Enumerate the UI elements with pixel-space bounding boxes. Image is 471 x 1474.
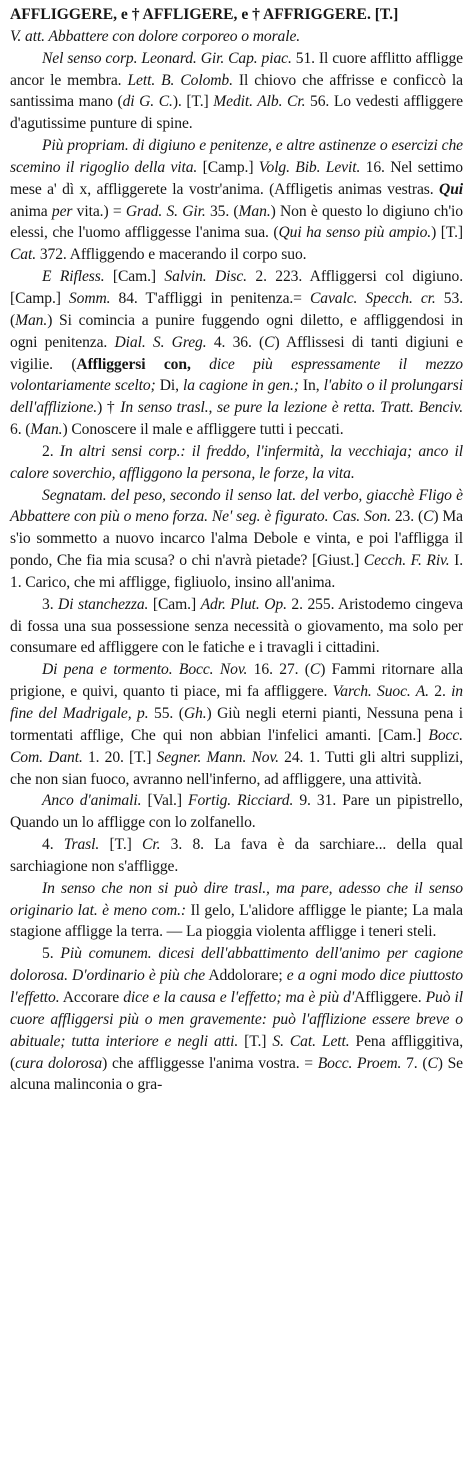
- text-segment: 51. Il cuore afflitto affligge ancor le membra.: [10, 49, 463, 89]
- text-segment: 23. (: [390, 508, 424, 526]
- text-segment: Salvin. Disc.: [164, 268, 247, 286]
- text-segment: C: [309, 661, 321, 679]
- text-segment: [T.]: [370, 6, 399, 23]
- sense-3-torment: [10, 659, 463, 790]
- text-segment: Affliggersi con,: [76, 355, 191, 373]
- text-segment: Il chiovo che affrisse e conficcò la santissima mano (: [10, 71, 463, 111]
- text-segment: Volg. Bib. Levit.: [258, 158, 361, 176]
- text-segment: Dial. S. Greg.: [114, 333, 207, 351]
- text-segment: Anco d'animali.: [42, 792, 142, 810]
- text-segment: Cr.: [142, 836, 161, 854]
- text-segment: Cavalc. Specch. cr.: [309, 289, 436, 307]
- sense-fasting: [10, 135, 463, 266]
- text-segment: Segnatam. del peso, secondo il senso lat. del verbo, giacchè Fligo è Abbattere con più o meno forza. Ne' seg. è figurato. Cas. Son.: [10, 486, 463, 526]
- text-segment: per: [51, 202, 73, 220]
- headword-line: [10, 4, 463, 26]
- text-segment: Gh.: [183, 705, 207, 722]
- text-segment: anima: [10, 202, 52, 220]
- text-segment: [Camp.]: [197, 158, 259, 176]
- text-segment: Adr. Plut. Op.: [200, 595, 287, 613]
- text-segment: 4.: [42, 836, 64, 854]
- text-segment: Cecch. F. Riv.: [363, 552, 450, 570]
- text-segment: 2.: [428, 683, 452, 701]
- sense-3-animals: [10, 790, 463, 834]
- text-segment: la cagione in gen.;: [183, 377, 299, 395]
- text-segment: Qui ha senso più ampio.: [278, 224, 432, 242]
- text-segment: ) Conoscere il male e affliggere tutti i peccati.: [62, 421, 344, 439]
- text-segment: 84. T'affliggi in penitenza.=: [110, 289, 310, 307]
- sense-5: [10, 943, 463, 1096]
- text-segment: Addolorare;: [205, 967, 287, 985]
- text-segment: [Cam.]: [148, 595, 201, 613]
- text-segment: Man.: [238, 202, 271, 220]
- text-segment: ) che affliggesse l'anima vostra. =: [102, 1054, 318, 1072]
- text-segment: C: [423, 508, 434, 526]
- text-segment: Trasl.: [63, 836, 100, 854]
- text-segment: l'abito o il prolungarsi dell'afflizione.: [10, 377, 463, 417]
- text-segment: Medit. Alb. Cr.: [213, 93, 306, 111]
- text-segment: [T.]: [238, 1032, 273, 1050]
- text-segment: 53. (: [10, 289, 463, 329]
- text-segment: cura dolorosa: [15, 1054, 103, 1072]
- text-segment: Bocc. Com. Dant.: [10, 726, 463, 766]
- sense-2-weight: [10, 485, 463, 594]
- text-segment: 372. Affliggendo e macerando il corpo suo.: [36, 246, 307, 264]
- text-segment: Può il cuore affliggersi più o men gravemente: può l'afflizione essere breve o abituale; tutta interiore e negli atti.: [10, 988, 463, 1050]
- definition-line: [10, 26, 463, 48]
- text-segment: Il gelo, L'alidore affligge le piante; La mala stagione affligge la terra. — La pioggia violenta affligge i teneri steli.: [10, 901, 463, 941]
- text-segment: ) [T.]: [431, 224, 463, 242]
- text-segment: 24. 1. Tutti gli altri supplizi, che non sian fuoco, avranno nell'inferno, ad affliggere, una attività.: [10, 748, 463, 788]
- text-segment: dice più espressamente il mezzo volontariamente scelto;: [10, 355, 463, 395]
- text-segment: 56. Lo vedesti affliggere d'agutissime punture di spine.: [10, 93, 463, 133]
- sense-3: [10, 594, 463, 660]
- text-segment: di G. C.: [122, 93, 173, 111]
- text-segment: 16. 27. (: [247, 661, 310, 679]
- sense-4-literal: [10, 878, 463, 944]
- text-segment: AFFLIGGERE, e † AFFLIGERE, e † AFFRIGGERE.: [10, 6, 371, 23]
- text-segment: C: [264, 333, 275, 351]
- text-segment: [Val.]: [141, 792, 189, 810]
- text-segment: Grad. S. Gir.: [125, 202, 206, 220]
- text-segment: Nel senso corp. Leonard. Gir. Cap. piac.: [42, 49, 292, 67]
- text-segment: Più comunem. dicesi dell'abbattimento dell'animo per cagione dolorosa. D'ordinario è più che: [10, 945, 463, 985]
- text-segment: 35. (: [205, 202, 239, 220]
- text-segment: in fine del Madrigale, p.: [10, 683, 463, 722]
- text-segment: 9. 31. Pare un pipistrello, Quando un lo affligge con lo zolfanello.: [10, 792, 463, 832]
- sense-corporeal: [10, 48, 463, 135]
- text-segment: Lett. B. Colomb.: [127, 71, 233, 89]
- text-segment: ) †: [97, 399, 121, 417]
- text-segment: 3. 8. La fava è da sarchiare... della qual sarchiagione non s'affligge.: [10, 836, 464, 875]
- text-segment: ) Fammi ritornare alla prigione, e quivi, quanto ti piace, mi fa affliggere.: [10, 661, 463, 701]
- text-segment: ). [T.]: [172, 93, 214, 111]
- text-segment: Di pena e tormento. Bocc. Nov.: [42, 661, 248, 679]
- text-segment: In senso trasl., se pure la lezione è retta. Tratt. Benciv.: [120, 399, 463, 417]
- text-segment: 3.: [42, 595, 59, 613]
- text-segment: ) Non è questo lo digiuno ch'io elessi, che l'uomo affliggesse l'anima sua. (: [10, 202, 463, 242]
- sense-2: [10, 441, 463, 485]
- text-segment: ) Afflissesi di tanti digiuni e vigilie. (: [10, 333, 463, 373]
- text-segment: Fortig. Ricciard.: [188, 792, 294, 810]
- text-segment: I. 1. Carico, che mi affligge, figliuolo, insino all'anima.: [10, 552, 463, 591]
- text-segment: e a ogni modo dice piuttosto l'effetto.: [10, 967, 464, 1006]
- text-segment: 6. (: [10, 421, 31, 439]
- text-segment: Affliggere.: [354, 988, 426, 1006]
- text-segment: ) Giù negli eterni pianti, Nessuna pena i tormentati afflige, Che qui non abbian l'infelici amanti. [Cam.]: [10, 705, 464, 744]
- text-segment: Man.: [15, 311, 48, 329]
- text-segment: 16. Nel settimo mese a' dì x, affliggerete la vostr'anima. (Affligetis animas vestras.: [10, 158, 463, 198]
- text-segment: Somm.: [68, 289, 111, 307]
- text-segment: Più propriam. di digiuno e penitenze, e altre astinenze o esercizi che scemino il rigoglio della vita.: [10, 137, 463, 176]
- text-segment: Qui: [439, 180, 463, 198]
- text-segment: Pena affliggitiva, (: [10, 1032, 463, 1072]
- text-segment: ) Si comincia a punire fuggendo ogni diletto, e affliggendosi in ogni penitenza.: [10, 311, 463, 351]
- text-segment: Man.: [30, 421, 63, 439]
- text-segment: In,: [298, 377, 324, 395]
- text-segment: V. att. Abbattere con dolore corporeo o morale.: [10, 27, 301, 45]
- text-segment: ) Se alcuna malinconia o gra-: [10, 1054, 464, 1094]
- text-segment: Di stanchezza.: [58, 595, 149, 613]
- text-segment: 2. 223. Affliggersi col digiuno. [Camp.]: [10, 268, 463, 307]
- text-segment: vita.) =: [72, 202, 126, 220]
- text-segment: 55. (: [148, 705, 184, 722]
- text-segment: 1. 20. [T.]: [82, 748, 157, 766]
- text-segment: S. Cat. Lett.: [272, 1032, 350, 1050]
- text-segment: Bocc. Proem.: [317, 1054, 402, 1072]
- text-segment: Varch. Suoc. A.: [332, 683, 429, 701]
- text-segment: Cat.: [10, 246, 37, 264]
- text-segment: Di,: [155, 377, 183, 395]
- text-segment: Segner. Mann. Nov.: [156, 748, 279, 766]
- text-segment: [Cam.]: [104, 268, 165, 286]
- text-segment: In senso che non si può dire trasl., ma pare, adesso che il senso originario lat. è meno com.:: [10, 879, 463, 919]
- text-segment: ) Ma s'io sommetto a nuovo incarco l'alma Debole e vinta, e poi l'affligga il pondo, Che fia mia scusa? o chi n'avrà pietade? [Giust.]: [10, 508, 463, 570]
- text-segment: 5.: [42, 945, 61, 963]
- text-segment: Accorare: [59, 988, 124, 1006]
- text-segment: 7. (: [401, 1054, 428, 1072]
- text-segment: 4. 36. (: [206, 333, 265, 351]
- text-segment: dice e la causa e l'effetto; ma è più d': [123, 988, 355, 1006]
- sense-4: [10, 834, 463, 878]
- text-segment: E Rifless.: [42, 268, 105, 286]
- text-segment: 2. 255. Aristodemo cingeva di fossa una sua possessione senza necessità o giovamento, ma solo per consumare ed affliggere con le fatiche e i travagli i cittadini.: [10, 595, 464, 657]
- text-segment: 2.: [42, 442, 60, 460]
- text-segment: [T.]: [99, 836, 143, 854]
- text-segment: C: [427, 1054, 438, 1072]
- text-segment: In altri sensi corp.: il freddo, l'infermità, la vecchiaja; anco il calore soverchio, affliggono la persona, le forze, la vita.: [10, 442, 464, 482]
- sense-reflexive: [10, 266, 463, 441]
